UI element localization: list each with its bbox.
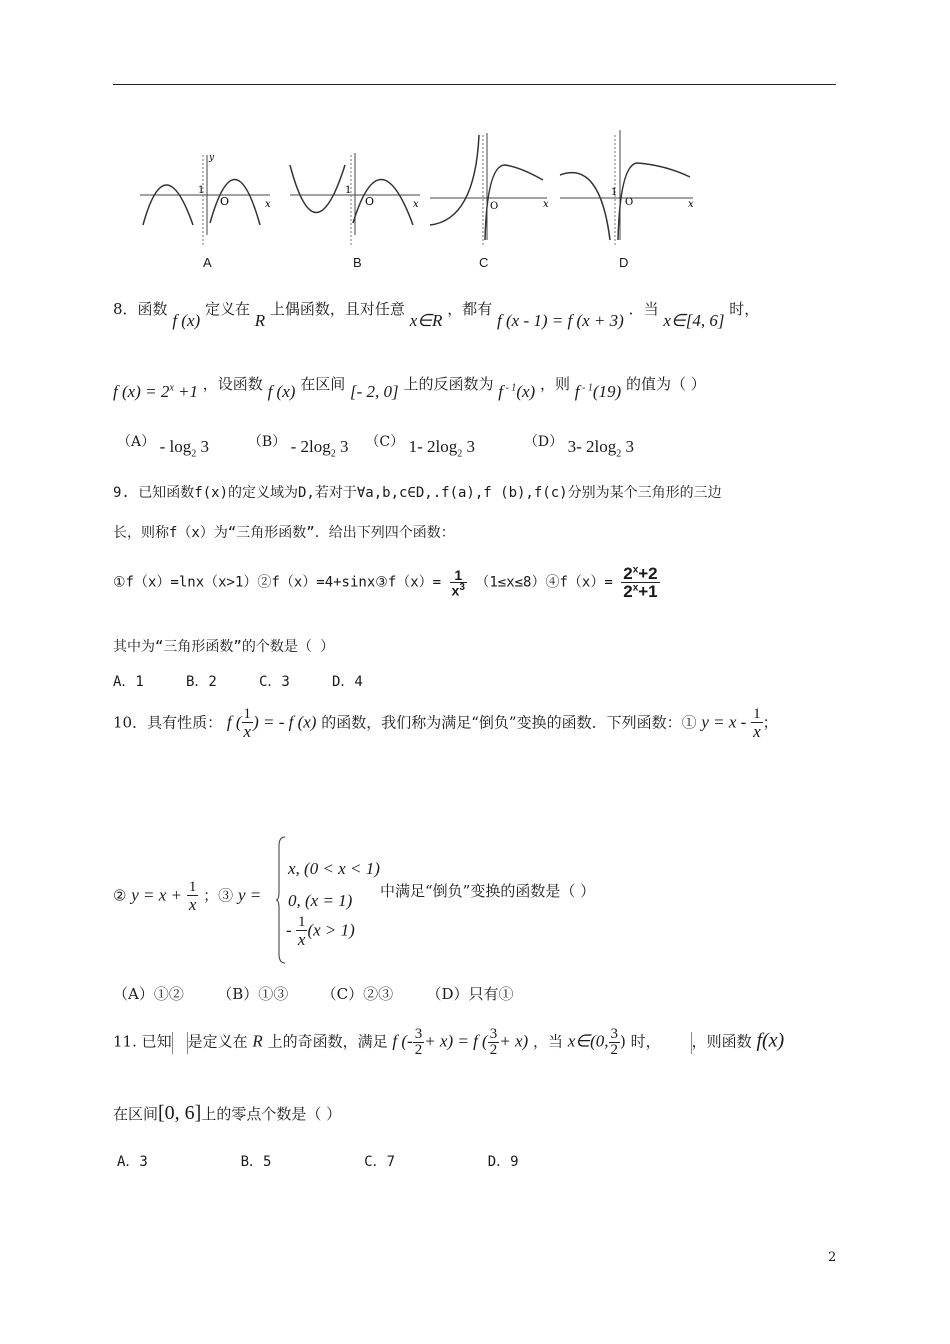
q11-choices[interactable]: A．3 B．5 C．7 D．9 (117, 1154, 519, 1170)
graph-a-y: y (209, 153, 215, 163)
graph-d (555, 125, 700, 250)
q8-choice-a-label[interactable]: （A） (117, 434, 156, 450)
q8-choice-d-label[interactable]: （D） (523, 434, 564, 450)
q11-image-placeholder-2 (661, 1032, 692, 1054)
q8-choices: $(A) - \log_2 3$ $(B) - 2\log_2$ 3 （C） 1- $2\log_2$ 3 （D） 3- $2\log_2$ 3 (117, 434, 634, 460)
graph-label-d: D (619, 255, 629, 270)
graph-c (425, 125, 555, 250)
q10-tail: 中满足“倒负”变换的函数是（ ） (380, 882, 596, 900)
header-rule (113, 84, 836, 85)
q11-line1: 11. 已知 是定义在 R 上的奇函数，满足 f (- $\frac{3}{2}$ + x) = f ( $\frac{3}{2}$ + x) ，当 x∈(0, $\frac{3}{2}$ ) 时， ，则函数 f(x) (113, 1026, 785, 1058)
graph-label-a: A (203, 255, 212, 270)
graph-d-one: 1 (611, 187, 618, 198)
graph-a-x: x (265, 199, 271, 210)
q10-case2: 0, (x = 1) (288, 891, 353, 910)
graph-a-one: 1 (198, 185, 205, 196)
graph-c-origin: O (490, 201, 499, 212)
q8-line1: 8．函数 f (x) 定义在 R 上偶函数，且对任意 x∈R ，都有 f (x - 1) = f (x + 3) ．当 x∈[4, 6] 时， (113, 300, 760, 330)
q9-line3: ①f（x）=lnx（x>1）②f（x）=4+sinx③f（x）= $\frac{1}{x^3}$ （1≤x≤8）④f（x）= $\frac{2^x+2}{2^x+1}$ (113, 564, 658, 601)
graph-options (135, 125, 700, 275)
q8-choice-b-label[interactable]: （B） (247, 434, 287, 450)
q10-line2: ② y = x + $\frac{1}{x}$ ；③ y = (113, 879, 262, 914)
graph-d-x: x (688, 199, 694, 210)
piecewise-brace (276, 836, 286, 964)
q10-choices[interactable]: （A）①② （B）①③ （C）②③ （D）只有① (113, 985, 514, 1003)
graph-a-origin: O (220, 195, 230, 208)
q9-line1: 9. 已知函数f(x)的定义域为D,若对于∀a,b,c∈D,.f(a),f (b),f(c)分别为某个三角形的三边 (113, 485, 722, 501)
graph-b (285, 125, 425, 250)
q8-line2: f $(x) = 2^x +1$ ，设函数 f (x) 在区间 [- 2, 0] 上的反函数为 f $^{- 1}$(x) ，则 f $^{- 1}$(19) 的值为（ ） (113, 375, 706, 401)
graph-a (135, 125, 275, 250)
graph-label-c: C (479, 255, 489, 270)
graph-b-one: 1 (345, 185, 352, 196)
page-number: 2 (828, 1250, 837, 1265)
graph-b-x: x (413, 199, 419, 210)
q11-line2: 在区间[0, 6]上的零点个数是（ ） (113, 1102, 342, 1124)
q10-case3: - $\frac{1}{x}$ (x > 1) (286, 914, 355, 949)
q9-choices[interactable]: A．1 B．2 C．3 D．4 (113, 674, 363, 690)
q8-choice-c-label[interactable]: （C） (365, 434, 405, 450)
graph-c-x: x (543, 199, 549, 210)
graph-d-origin: O (625, 197, 634, 208)
graph-b-origin: O (365, 195, 375, 208)
q11-image-placeholder (172, 1032, 188, 1054)
q9-line4: 其中为“三角形函数”的个数是（ ） (113, 639, 335, 655)
q9-line2: 长，则称f（x）为“三角形函数”．给出下列四个函数： (113, 525, 455, 541)
q10-case1: x, (0 < x < 1) (288, 859, 380, 878)
q10-line1: 10．具有性质： f ( $\frac{1}{x}$ ) = - f (x) 的函数，我们称为满足“倒负”变换的函数．下列函数：① y = x - $\frac{1}{x}$ ； (113, 706, 778, 741)
graph-label-b: B (353, 255, 362, 270)
